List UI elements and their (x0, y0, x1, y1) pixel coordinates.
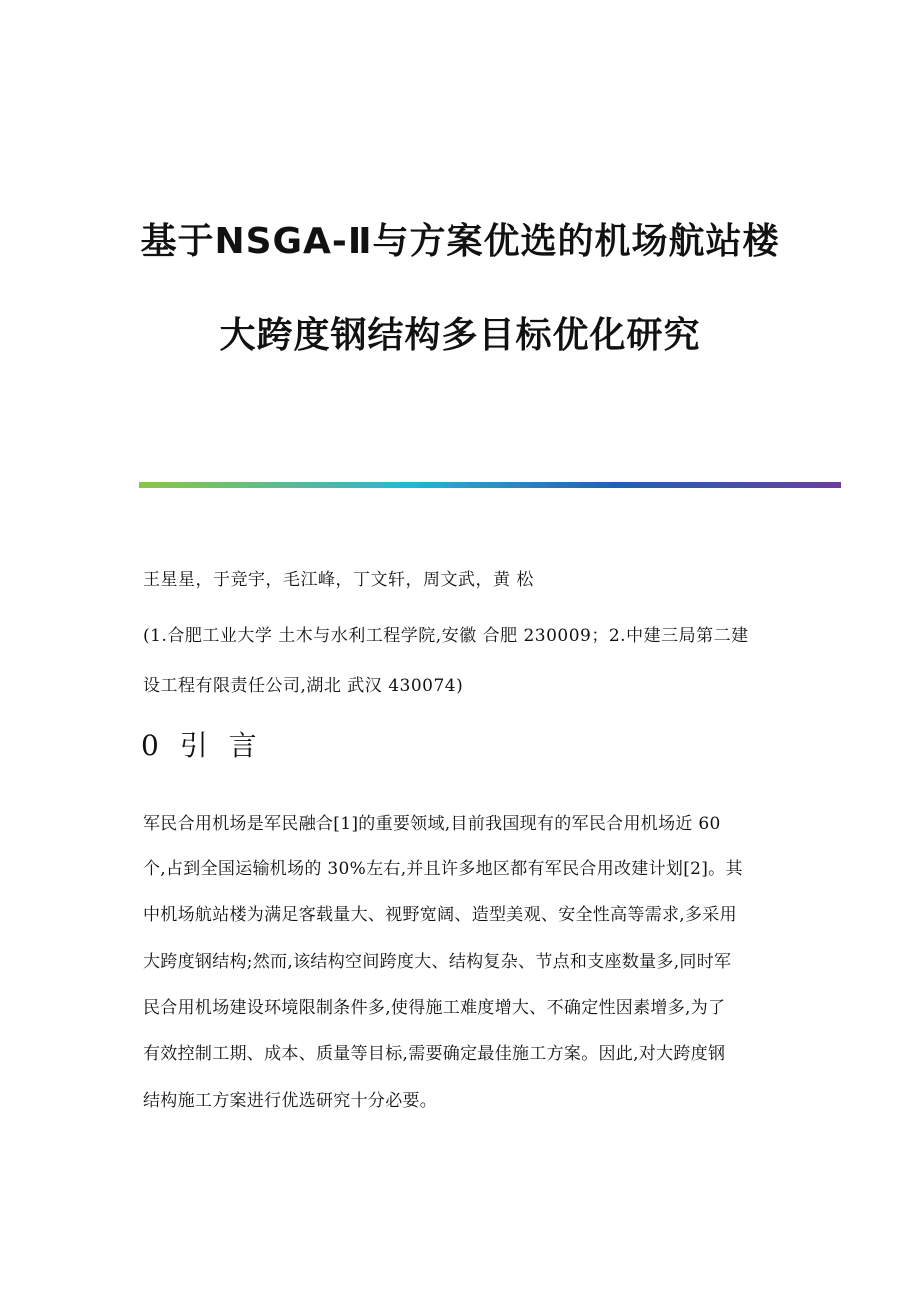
paragraph-line: 军民合用机场是军民融合[1]的重要领域,目前我国现有的军民合用机场近 60 (143, 814, 721, 834)
paragraph-line: 民合用机场建设环境限制条件多,使得施工难度增大、不确定性因素增多,为了 (143, 998, 726, 1018)
paper-title-line-1: 基于NSGA-Ⅱ与方案优选的机场航站楼 (140, 221, 780, 262)
paragraph-line: 个,占到全国运输机场的 30%左右,并且许多地区都有军民合用改建计划[2]。其 (143, 859, 743, 879)
paper-title-line-2: 大跨度钢结构多目标优化研究 (219, 315, 701, 356)
affiliation-line-1: (1.合肥工业大学 土木与水利工程学院,安徽 合肥 230009；2.中建三局第二建 (143, 626, 749, 646)
author-list: 王星星，于竞宇，毛江峰，丁文轩，周文武，黄 松 (143, 570, 534, 590)
gradient-divider (139, 482, 841, 488)
paragraph-line: 中机场航站楼为满足客载量大、视野宽阔、造型美观、安全性高等需求,多采用 (143, 905, 737, 925)
paragraph-line: 结构施工方案进行优选研究十分必要。 (143, 1091, 438, 1111)
paragraph-line: 大跨度钢结构;然而,该结构空间跨度大、结构复杂、节点和支座数量多,同时军 (143, 952, 732, 972)
section-heading: 0 引 言 (141, 729, 263, 762)
affiliation-line-2: 设工程有限责任公司,湖北 武汉 430074) (143, 676, 464, 696)
paragraph-line: 有效控制工期、成本、质量等目标,需要确定最佳施工方案。因此,对大跨度钢 (143, 1044, 726, 1064)
